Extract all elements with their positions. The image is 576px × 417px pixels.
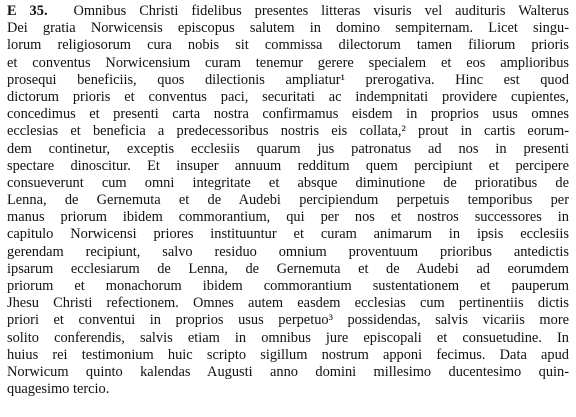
text-line <box>7 3 569 20</box>
text-line: lorum religiosorum cura nobis sit commissa dilectorum tamen filiorum prioris <box>7 37 569 54</box>
text-line: spectare dinoscitur. Et insuper annuum redditum quem percipiunt et percipere <box>7 157 569 174</box>
text-line: Norwicum quinto kalendas Augusti anno domini millesimo ducentesimo quin- <box>7 363 569 380</box>
text-line: Jhesu Christi refectionem. Omnes autem easdem ecclesias cum pertinentiis dictis <box>7 295 569 312</box>
text-line: priorum et monachorum ibidem commorantium sustentationem et pauperum <box>7 278 569 294</box>
document-page <box>7 3 569 413</box>
text-line: capitulo Norwicensi priores instituuntur et curam animarum in ipsis ecclesiis <box>7 226 569 243</box>
text-line: huius rei testimonium huic scripto sigillum nostrum apponi fecimus. Data apud <box>7 346 569 363</box>
text-line: dem continetur, exceptis ecclesiis quarum jus patronatus ad nos in presenti <box>7 140 569 157</box>
text-line: priori et conventui in proprios usus perpetuo³ possidendas, salvis vicariis more <box>7 312 569 329</box>
text-line: concedimus et presenti carta nostra confirmamus eisdem in proprios usus omnes <box>7 106 569 123</box>
text-line: consueverunt cum omni integritate et absque diminutione de prioratibus de <box>7 174 569 191</box>
line-text: Omnibus Christi fidelibus presentes litteras visuris vel audituris Walterus <box>73 3 569 19</box>
text-line: Dei gratia Norwicensis episcopus salutem in domino sempiternam. Licet singu- <box>7 20 569 37</box>
text-line: ecclesias et beneficia a predecessoribus nostris eis collata,² prout in cartis eorum- <box>7 123 569 140</box>
text-line: solito conferendis, salvis etiam in omnibus jure episcopali et consuetudine. In <box>7 329 569 346</box>
entry-number: E 35. <box>7 3 48 19</box>
text-line: manus priorum ibidem commorantium, qui per nos et nostros successores in <box>7 209 569 226</box>
text-line: ipsarum ecclesiarum de Lenna, de Gernemuta et de Audebi ad eorumdem <box>7 260 569 277</box>
text-line: quagesimo tercio. <box>7 381 110 398</box>
text-line: gerendam recipiunt, salvo residuo omnium proventuum prioribus antedictis <box>7 243 569 260</box>
text-line: prosequi beneficiis, quos dilectionis ampliatur¹ prerogativa. Hinc est quod <box>7 71 569 88</box>
text-line: et conventus Norwicensium curam tenemur gerere specialem et eos amplioribus <box>7 54 569 71</box>
text-line: Lenna, de Gernemuta et de Audebi percipiendum perpetuis temporibus per <box>7 192 569 209</box>
text-line: dictorum prioris et conventus paci, securitati ac indempnitati providere cupientes, <box>7 88 569 105</box>
